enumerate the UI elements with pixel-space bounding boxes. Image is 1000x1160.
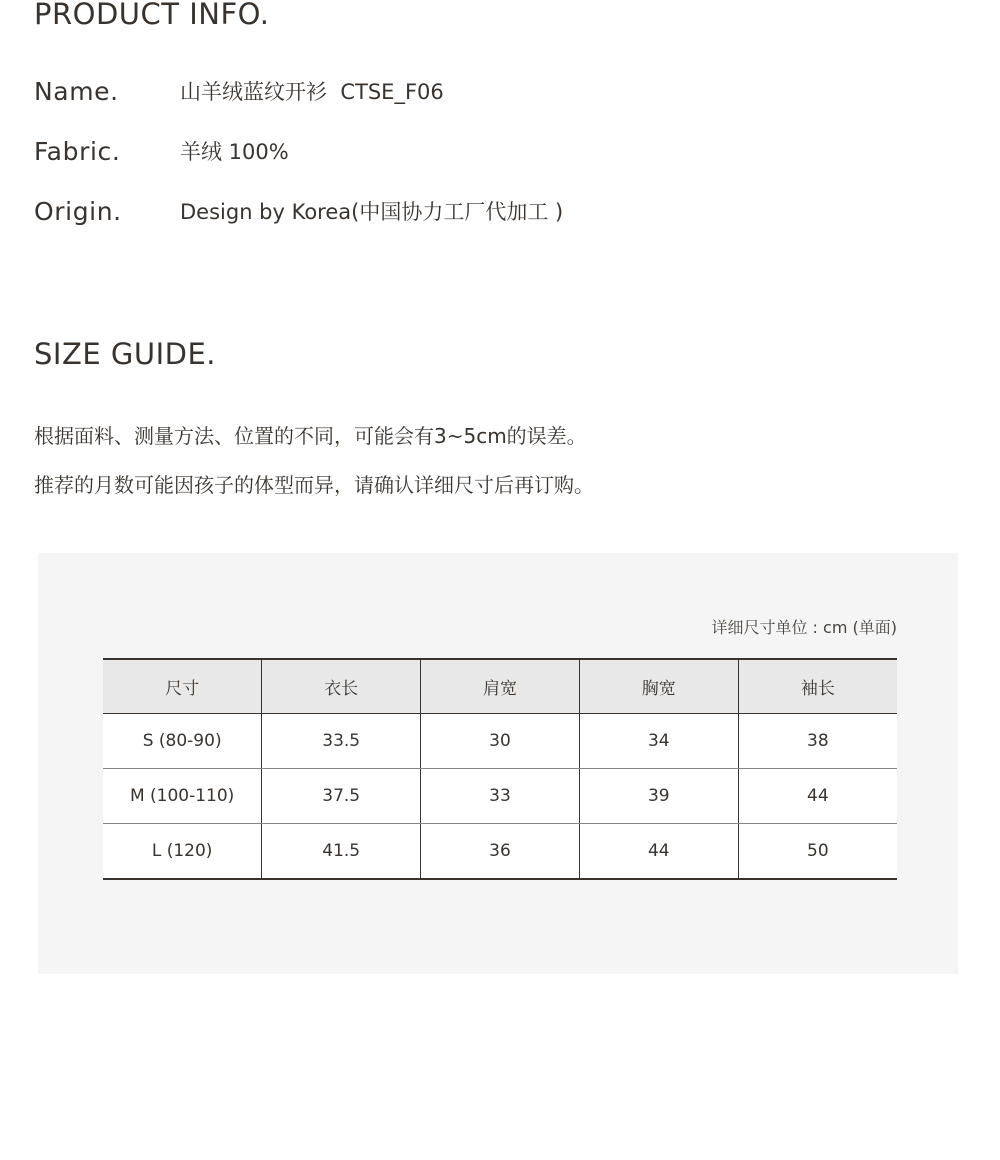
name-value: 山羊绒蓝纹开衫 CTSE_F06 (180, 80, 444, 104)
size-guide-title: SIZE GUIDE. (34, 337, 216, 371)
table-row (103, 824, 897, 880)
product-info-title: PRODUCT INFO. (34, 0, 270, 31)
table-cell: S (80-90) (103, 714, 262, 769)
origin-value: Design by Korea(中国协力工厂代加工 ) (180, 200, 564, 224)
header-size: 尺寸 (103, 659, 262, 714)
table-cell: 30 (421, 714, 580, 769)
table-cell: 44 (579, 824, 738, 880)
size-table-panel (38, 553, 958, 974)
size-note-error-margin: 根据面料、测量方法、位置的不同，可能会有3~5cm的误差。 (34, 424, 587, 448)
table-row (103, 769, 897, 824)
fabric-label: Fabric. (34, 136, 121, 166)
info-row-fabric (34, 134, 289, 168)
table-cell: 33.5 (262, 714, 421, 769)
size-note-confirm-size: 推荐的月数可能因孩子的体型而异，请确认详细尺寸后再订购。 (34, 473, 594, 497)
header-length: 衣长 (262, 659, 421, 714)
table-cell: 41.5 (262, 824, 421, 880)
info-row-name (34, 74, 444, 108)
table-header-row (103, 659, 897, 714)
table-cell: 44 (738, 769, 897, 824)
table-cell: 34 (579, 714, 738, 769)
name-label: Name. (34, 76, 119, 106)
table-cell: L (120) (103, 824, 262, 880)
table-cell: 33 (421, 769, 580, 824)
table-row (103, 714, 897, 769)
table-cell: 36 (421, 824, 580, 880)
table-cell: M (100-110) (103, 769, 262, 824)
origin-label: Origin. (34, 196, 122, 226)
table-cell: 50 (738, 824, 897, 880)
unit-caption: 详细尺寸单位 : cm (单面) (711, 618, 897, 637)
header-chest: 胸宽 (579, 659, 738, 714)
header-shoulder: 肩宽 (421, 659, 580, 714)
table-cell: 38 (738, 714, 897, 769)
table-cell: 39 (579, 769, 738, 824)
header-sleeve: 袖长 (738, 659, 897, 714)
table-cell: 37.5 (262, 769, 421, 824)
size-table (103, 658, 897, 880)
info-row-origin (34, 194, 563, 228)
fabric-value: 羊绒 100% (180, 140, 289, 164)
